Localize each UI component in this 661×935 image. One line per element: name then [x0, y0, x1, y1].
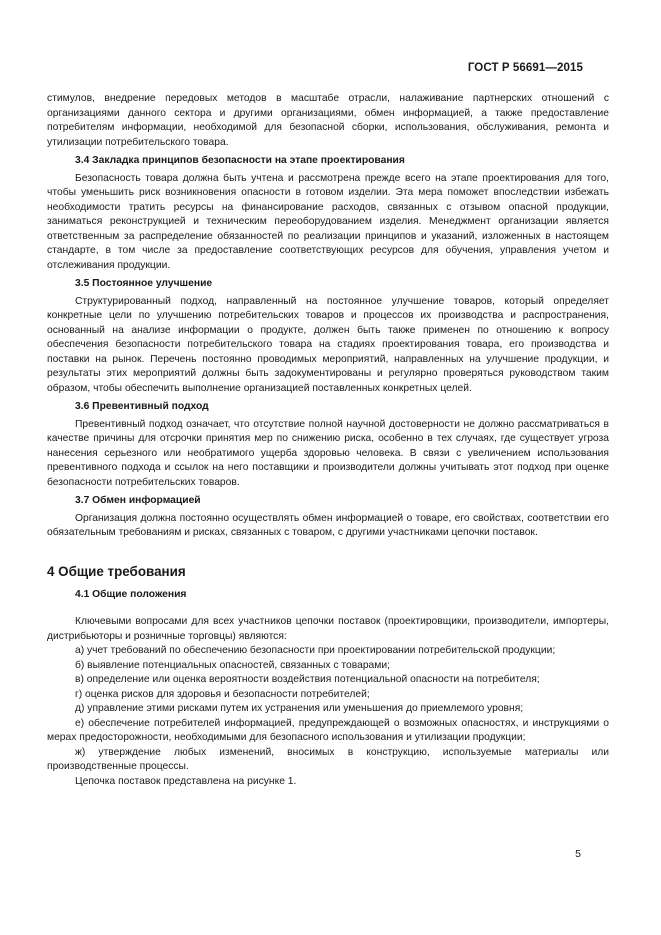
section-3-7-paragraph: Организация должна постоянно осуществлять обмен информацией о товаре, его свойствах, соответствии его обязательным требованиям и рисках, связанных с товаром, с другими участниками цепочки поставок.: [47, 512, 609, 538]
page-number: 5: [575, 848, 581, 860]
section-3-4-paragraph: Безопасность товара должна быть учтена и рассмотрена прежде всего на этапе проектирования для того, чтобы уменьшить риск возникновения опасности в готовом изделии. Эта мера поможет впоследствии избежать необходимости тратить ресурсы на финансирование расходов, связанных с отзывом опасной продукции, заниматься реконструкцией и техническим переоборудованием изделия. Менеджмент организации является ответственным за распределение обязанностей по реализации принципов и указаний, изложенных в настоящем стандарте, в том числе за предоставление соответствующих ресурсов для обучения, управления учетом и отслеживания продукции.: [47, 172, 609, 271]
document-id-header: ГОСТ Р 56691—2015: [467, 62, 583, 74]
section-4-1-closing: Цепочка поставок представлена на рисунке 1.: [75, 775, 297, 787]
section-4-1-lead: Ключевыми вопросами для всех участников цепочки поставок (проектировщики, производители, импортеры, дистрибьюторы и розничные торговцы) являются:: [47, 616, 609, 642]
intro-paragraph: стимулов, внедрение передовых методов в масштабе отрасли, налаживание партнерских отношений с организациями данного сектора и другими организациями, обмен информацией, а также предоставление потребителям информации, необходимой для безопасной сборки, использования, обслуживания, ремонта и утилизации потребительского товара.: [47, 93, 609, 148]
section-3-5-heading: 3.5 Постоянное улучшение: [75, 278, 213, 289]
list-item-g: ж) утверждение любых изменений, вносимых в конструкцию, используемые материалы или производственные процессы.: [47, 746, 609, 772]
section-3-7-heading: 3.7 Обмен информацией: [75, 495, 201, 506]
document-body: [47, 92, 609, 789]
section-3-5-paragraph: Структурированный подход, направленный на постоянное улучшение товаров, который определяет конкретные цели по улучшению потребительских товаров и процессов их производства и распространения, основанный на анализе информации о продукте, должен быть также применен по отношению к вопросу обеспечения безопасности потребительского товара на стадиях проектирования товара, его производства и поставки на рынок. Перечень постоянно проводимых мероприятий, направленных на улучшение продукции, и результаты этих мероприятий должны быть задокументированы и регулярно проверяться руководством таким образом, чтобы обеспечить выполнение организацией поставленных конкретных целей.: [47, 295, 609, 394]
list-item-d: г) оценка рисков для здоровья и безопасности потребителей;: [75, 688, 370, 700]
section-3-4-heading: 3.4 Закладка принципов безопасности на этапе проектирования: [75, 155, 405, 166]
list-item-e: д) управление этими рисками путем их устранения или уменьшения до приемлемого уровня;: [75, 703, 524, 714]
section-3-6-heading: 3.6 Превентивный подход: [75, 401, 209, 412]
section-4-1-heading: 4.1 Общие положения: [75, 588, 187, 600]
list-item-f: е) обеспечение потребителей информацией, предупреждающей о возможных опасностях, и инструкциями о мерах предосторожности, необходимыми для безопасного использования и утилизации продукции;: [47, 717, 609, 743]
list-item-a: а) учет требований по обеспечению безопасности при проектировании потребительской продукции;: [75, 645, 556, 656]
section-3-6-paragraph: Превентивный подход означает, что отсутствие полной научной достоверности не должно рассматриваться в качестве причины для отсрочки принятия мер по снижению риска, особенно в тех случаях, где существует угроза нанесения серьезного или необратимого ущерба здоровью человека. В связи с увеличением использования превентивного подхода и ссылок на него поставщики и производители должны учитывать этот подход при оценке безопасности потребительских товаров.: [47, 418, 609, 488]
list-item-c: в) определение или оценка вероятности воздействия потенциальной опасности на потребителя;: [75, 674, 540, 685]
list-item-b: б) выявление потенциальных опасностей, связанных с товарами;: [75, 659, 390, 671]
section-4-heading: 4 Общие требования: [47, 563, 186, 579]
